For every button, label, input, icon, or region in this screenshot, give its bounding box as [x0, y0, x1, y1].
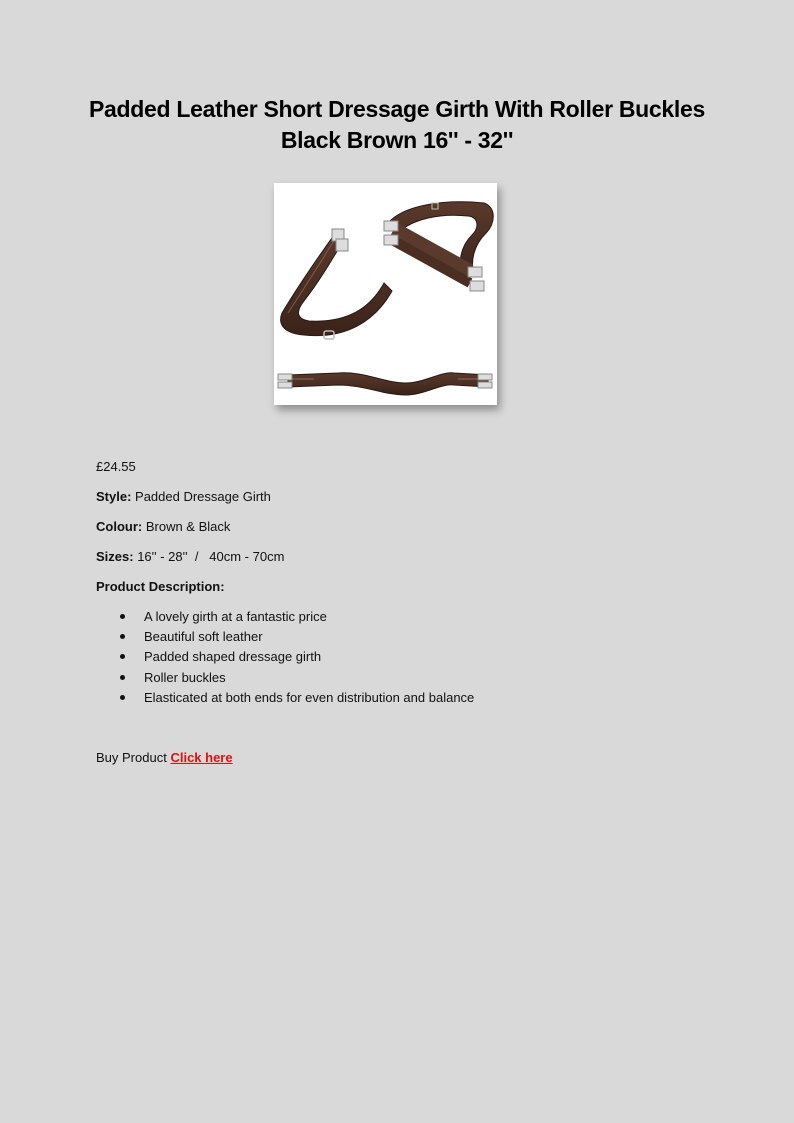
- list-item: [96, 669, 474, 689]
- list-item-text: Elasticated at both ends for even distribution and balance: [144, 689, 475, 705]
- colour-value: Brown & Black: [145, 519, 231, 534]
- price: £24.55: [96, 459, 136, 474]
- bullet-icon: [120, 634, 125, 639]
- buy-line: [96, 749, 233, 766]
- bullet-icon: [120, 614, 125, 619]
- sizes-label: Sizes:: [96, 549, 134, 564]
- product-image: [274, 183, 497, 405]
- buy-prefix: Buy Product: [96, 750, 167, 765]
- page-title: Padded Leather Short Dressage Girth With Roller Buckles Black Brown 16'' - 32'': [89, 96, 705, 153]
- bullet-icon: [120, 654, 125, 659]
- girth-photo: [274, 183, 497, 405]
- bullet-icon: [120, 675, 125, 680]
- bullet-icon: [120, 695, 125, 700]
- description-list: [96, 608, 474, 709]
- list-item-text: A lovely girth at a fantastic price: [144, 609, 327, 624]
- style-label: Style:: [96, 489, 132, 504]
- list-item: [96, 608, 474, 628]
- description-heading: Product Description:: [96, 579, 225, 594]
- list-item: [96, 628, 474, 648]
- style-line: [96, 488, 271, 505]
- list-item: [96, 648, 474, 668]
- buy-link[interactable]: Click here: [170, 750, 233, 765]
- sizes-value: 16'' - 28'' / 40cm - 70cm: [137, 549, 285, 564]
- colour-label: Colour:: [96, 519, 143, 534]
- colour-line: [96, 518, 230, 535]
- list-item-text: Beautiful soft leather: [144, 629, 263, 645]
- sizes-line: [96, 548, 284, 565]
- list-item-text: Roller buckles: [144, 669, 226, 685]
- list-item-text: Padded shaped dressage girth: [144, 649, 322, 665]
- list-item: [96, 689, 474, 709]
- style-value: Padded Dressage Girth: [135, 489, 271, 504]
